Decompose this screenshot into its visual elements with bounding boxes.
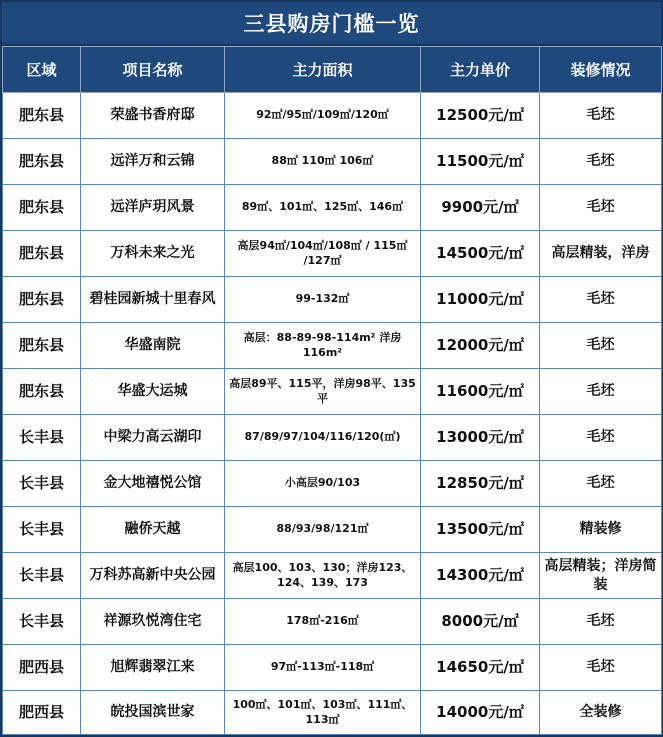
cell-area: 87/89/97/104/116/120(㎡) xyxy=(225,415,421,461)
cell-project: 华盛大运城 xyxy=(81,369,225,415)
table-row xyxy=(3,415,662,461)
cell-price: 12500元/㎡ xyxy=(421,93,540,139)
table-row xyxy=(3,461,662,507)
cell-price: 8000元/㎡ xyxy=(421,599,540,645)
cell-decoration: 毛坯 xyxy=(540,645,662,691)
cell-decoration: 毛坯 xyxy=(540,185,662,231)
cell-area: 89㎡、101㎡、125㎡、146㎡ xyxy=(225,185,421,231)
cell-area: 99-132㎡ xyxy=(225,277,421,323)
cell-project: 金大地禧悦公馆 xyxy=(81,461,225,507)
table-row xyxy=(3,691,662,735)
cell-decoration: 毛坯 xyxy=(540,277,662,323)
cell-project: 远洋万和云锦 xyxy=(81,139,225,185)
cell-project: 华盛南院 xyxy=(81,323,225,369)
cell-price: 14500元/㎡ xyxy=(421,231,540,277)
header-project: 项目名称 xyxy=(81,47,225,93)
table-row xyxy=(3,369,662,415)
cell-area: 高层89平、115平，洋房98平、135平 xyxy=(225,369,421,415)
table-title: 三县购房门槛一览 xyxy=(2,0,661,46)
cell-project: 皖投国滨世家 xyxy=(81,691,225,735)
cell-price: 14300元/㎡ xyxy=(421,553,540,599)
cell-price: 11600元/㎡ xyxy=(421,369,540,415)
housing-table xyxy=(2,46,662,735)
cell-area: 92㎡/95㎡/109㎡/120㎡ xyxy=(225,93,421,139)
cell-decoration: 高层精装，洋房 xyxy=(540,231,662,277)
cell-region: 肥东县 xyxy=(3,231,81,277)
cell-decoration: 全装修 xyxy=(540,691,662,735)
cell-region: 肥西县 xyxy=(3,645,81,691)
cell-region: 长丰县 xyxy=(3,415,81,461)
cell-area: 小高层90/103 xyxy=(225,461,421,507)
table-row xyxy=(3,139,662,185)
table-row xyxy=(3,599,662,645)
header-decoration: 装修情况 xyxy=(540,47,662,93)
cell-region: 肥东县 xyxy=(3,369,81,415)
cell-price: 14650元/㎡ xyxy=(421,645,540,691)
cell-decoration: 高层精装；洋房简装 xyxy=(540,553,662,599)
header-row xyxy=(3,47,662,93)
header-region: 区域 xyxy=(3,47,81,93)
cell-area: 高层94㎡/104㎡/108㎡ / 115㎡ /127㎡ xyxy=(225,231,421,277)
cell-region: 长丰县 xyxy=(3,553,81,599)
cell-region: 长丰县 xyxy=(3,599,81,645)
cell-price: 12000元/㎡ xyxy=(421,323,540,369)
cell-decoration: 毛坯 xyxy=(540,461,662,507)
cell-region: 肥东县 xyxy=(3,185,81,231)
cell-decoration: 毛坯 xyxy=(540,369,662,415)
table-row xyxy=(3,645,662,691)
cell-project: 中梁力高云湖印 xyxy=(81,415,225,461)
cell-region: 肥东县 xyxy=(3,277,81,323)
table-row xyxy=(3,553,662,599)
cell-region: 肥东县 xyxy=(3,323,81,369)
cell-region: 长丰县 xyxy=(3,507,81,553)
cell-area: 高层：88-89-98-114m² 洋房116m² xyxy=(225,323,421,369)
table-row xyxy=(3,185,662,231)
cell-price: 14000元/㎡ xyxy=(421,691,540,735)
cell-area: 178㎡-216㎡ xyxy=(225,599,421,645)
cell-price: 13000元/㎡ xyxy=(421,415,540,461)
cell-area: 97㎡-113㎡-118㎡ xyxy=(225,645,421,691)
cell-region: 肥西县 xyxy=(3,691,81,735)
cell-decoration: 毛坯 xyxy=(540,139,662,185)
cell-decoration: 毛坯 xyxy=(540,323,662,369)
cell-price: 11500元/㎡ xyxy=(421,139,540,185)
cell-project: 荣盛书香府邸 xyxy=(81,93,225,139)
cell-project: 祥源玖悦湾住宅 xyxy=(81,599,225,645)
cell-decoration: 精装修 xyxy=(540,507,662,553)
table-body xyxy=(3,93,662,735)
table-row xyxy=(3,93,662,139)
cell-price: 13500元/㎡ xyxy=(421,507,540,553)
cell-project: 碧桂园新城十里春风 xyxy=(81,277,225,323)
header-price: 主力单价 xyxy=(421,47,540,93)
cell-area: 高层100、103、130；洋房123、124、139、173 xyxy=(225,553,421,599)
cell-project: 远洋庐玥风景 xyxy=(81,185,225,231)
cell-area: 88㎡ 110㎡ 106㎡ xyxy=(225,139,421,185)
cell-decoration: 毛坯 xyxy=(540,599,662,645)
cell-area: 88/93/98/121㎡ xyxy=(225,507,421,553)
table-row xyxy=(3,277,662,323)
cell-project: 融侨天越 xyxy=(81,507,225,553)
cell-project: 万科未来之光 xyxy=(81,231,225,277)
table-row xyxy=(3,231,662,277)
cell-decoration: 毛坯 xyxy=(540,93,662,139)
cell-project: 旭辉翡翠江来 xyxy=(81,645,225,691)
header-area: 主力面积 xyxy=(225,47,421,93)
cell-price: 9900元/㎡ xyxy=(421,185,540,231)
cell-area: 100㎡、101㎡、103㎡、111㎡、113㎡ xyxy=(225,691,421,735)
cell-region: 肥东县 xyxy=(3,139,81,185)
cell-price: 12850元/㎡ xyxy=(421,461,540,507)
cell-decoration: 毛坯 xyxy=(540,415,662,461)
cell-project: 万科苏高新中央公园 xyxy=(81,553,225,599)
table-row xyxy=(3,507,662,553)
table-header xyxy=(3,47,662,93)
table-row xyxy=(3,323,662,369)
cell-region: 肥东县 xyxy=(3,93,81,139)
cell-region: 长丰县 xyxy=(3,461,81,507)
cell-price: 11000元/㎡ xyxy=(421,277,540,323)
